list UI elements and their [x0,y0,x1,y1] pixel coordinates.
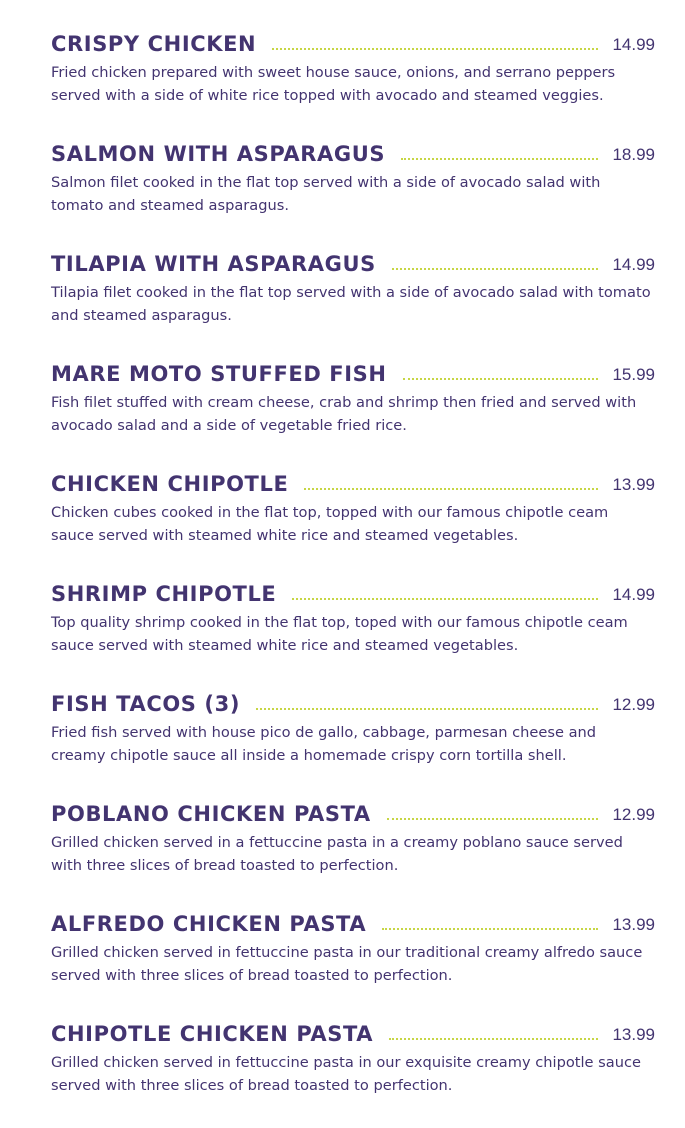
menu-item-price: 14.99 [612,255,655,274]
menu-item-header [51,248,655,280]
dotted-leader [392,268,599,270]
menu-item-name: TILAPIA WITH ASPARAGUS [51,252,376,276]
dotted-leader [389,1038,598,1040]
dotted-leader [387,818,599,820]
menu-item-tilapia-with-asparagus [51,248,655,358]
menu-item-description: Grilled chicken served in fettuccine pasta in our traditional creamy alfredo sauce served with three slices of bread toasted to perfection. [51,944,643,984]
menu-item-header [51,358,655,390]
menu-item-price: 13.99 [612,475,655,494]
menu-item-header [51,688,655,720]
menu-item-price: 12.99 [612,695,655,714]
menu-item-description: Salmon filet cooked in the flat top served with a side of avocado salad with tomato and steamed asparagus. [51,174,601,214]
menu-item-price: 13.99 [612,915,655,934]
dotted-leader [272,48,598,50]
menu-list [51,28,655,1128]
dotted-leader [304,488,598,490]
menu-item-header [51,138,655,170]
menu-item-header [51,798,655,830]
menu-item-header [51,578,655,610]
menu-item-name: CHICKEN CHIPOTLE [51,472,289,496]
dotted-leader [403,378,599,380]
menu-item-description: Fried fish served with house pico de gallo, cabbage, parmesan cheese and creamy chipotle sauce all inside a homemade crispy corn tortilla shell. [51,724,597,764]
menu-item-shrimp-chipotle [51,578,655,688]
dotted-leader [292,598,598,600]
menu-item-price: 14.99 [612,585,655,604]
menu-item-description: Grilled chicken served in fettuccine pasta in our exquisite creamy chipotle sauce served with three slices of bread toasted to perfection. [51,1054,641,1094]
menu-item-name: SHRIMP CHIPOTLE [51,582,277,606]
menu-item-price: 18.99 [612,145,655,164]
menu-item-price: 15.99 [612,365,655,384]
menu-item-name: MARE MOTO STUFFED FISH [51,362,387,386]
menu-item-header [51,28,655,60]
dotted-leader [256,708,598,710]
menu-item-price: 13.99 [612,1025,655,1044]
dotted-leader [382,928,598,930]
menu-item-description: Fish filet stuffed with cream cheese, crab and shrimp then fried and served with avocado salad and a side of vegetable fried rice. [51,394,637,434]
menu-item-header [51,468,655,500]
menu-item-alfredo-chicken-pasta [51,908,655,1018]
menu-item-chicken-chipotle [51,468,655,578]
menu-item-description: Chicken cubes cooked in the flat top, topped with our famous chipotle ceam sauce served with steamed white rice and steamed vegetables. [51,504,609,544]
menu-item-name: SALMON WITH ASPARAGUS [51,142,386,166]
menu-item-price: 14.99 [612,35,655,54]
menu-item-name: CRISPY CHICKEN [51,32,257,56]
menu-item-poblano-chicken-pasta [51,798,655,908]
menu-item-description: Top quality shrimp cooked in the flat top, toped with our famous chipotle ceam sauce served with steamed white rice and steamed vegetables. [51,614,628,654]
menu-item-header [51,908,655,940]
menu-item-chipotle-chicken-pasta [51,1018,655,1128]
dotted-leader [401,158,598,160]
menu-item-name: CHIPOTLE CHICKEN PASTA [51,1022,374,1046]
menu-item-salmon-with-asparagus [51,138,655,248]
menu-item-description: Fried chicken prepared with sweet house sauce, onions, and serrano peppers served with a side of white rice topped with avocado and steamed veggies. [51,64,616,104]
menu-item-fish-tacos [51,688,655,798]
menu-item-price: 12.99 [612,805,655,824]
menu-item-header [51,1018,655,1050]
menu-item-description: Tilapia filet cooked in the flat top served with a side of avocado salad with tomato and steamed asparagus. [51,284,651,324]
menu-item-name: FISH TACOS (3) [51,692,241,716]
menu-item-description: Grilled chicken served in a fettuccine pasta in a creamy poblano sauce served with three slices of bread toasted to perfection. [51,834,623,874]
menu-item-name: ALFREDO CHICKEN PASTA [51,912,367,936]
menu-item-name: POBLANO CHICKEN PASTA [51,802,371,826]
menu-item-mare-moto-stuffed-fish [51,358,655,468]
menu-item-crispy-chicken [51,28,655,138]
